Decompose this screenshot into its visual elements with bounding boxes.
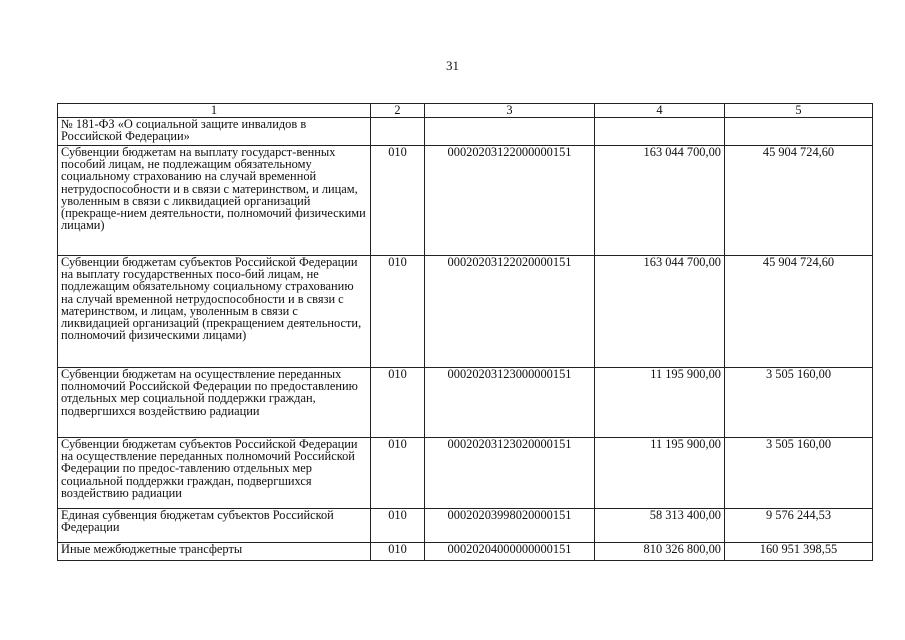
table-row	[58, 438, 873, 509]
row-executed	[725, 118, 873, 146]
row-kbk: 00020203123020000151	[425, 438, 595, 509]
table-row	[58, 256, 873, 368]
row-kbk: 00020203122020000151	[425, 256, 595, 368]
row-approved: 58 313 400,00	[595, 509, 725, 543]
row-kbk	[425, 118, 595, 146]
header-col-1: 1	[58, 104, 371, 118]
table-row	[58, 146, 873, 256]
row-name: Единая субвенция бюджетам субъектов Российской Федерации	[58, 509, 371, 543]
header-col-3: 3	[425, 104, 595, 118]
row-line-code: 010	[371, 368, 425, 438]
header-col-5: 5	[725, 104, 873, 118]
header-col-4: 4	[595, 104, 725, 118]
row-approved: 810 326 800,00	[595, 543, 725, 561]
row-executed: 3 505 160,00	[725, 368, 873, 438]
row-line-code	[371, 118, 425, 146]
budget-table	[57, 103, 873, 561]
row-line-code: 010	[371, 256, 425, 368]
row-executed: 9 576 244,53	[725, 509, 873, 543]
row-name: № 181-ФЗ «О социальной защите инвалидов в Российской Федерации»	[58, 118, 371, 146]
row-kbk: 00020203122000000151	[425, 146, 595, 256]
row-line-code: 010	[371, 438, 425, 509]
row-executed: 160 951 398,55	[725, 543, 873, 561]
row-name: Субвенции бюджетам субъектов Российской Федерации на осуществление переданных полномочий Российской Федерации по предос-тавлению отдельных мер социальной поддержки граждан, подвергшихся воздействию радиации	[58, 438, 371, 509]
table-row	[58, 543, 873, 561]
row-kbk: 00020203998020000151	[425, 509, 595, 543]
row-executed: 45 904 724,60	[725, 256, 873, 368]
row-line-code: 010	[371, 509, 425, 543]
row-name: Субвенции бюджетам субъектов Российской Федерации на выплату государственных посо-бий лицам, не подлежащим обязательному социальному страхованию на случай временной нетрудоспособности и в связи с материнством, и лицам, уволенным в связи с ликвидацией организаций (прекращением деятельности, полномочий физическими лицами)	[58, 256, 371, 368]
table-row	[58, 118, 873, 146]
row-approved: 163 044 700,00	[595, 146, 725, 256]
header-col-2: 2	[371, 104, 425, 118]
table-row	[58, 509, 873, 543]
row-approved: 163 044 700,00	[595, 256, 725, 368]
row-approved: 11 195 900,00	[595, 438, 725, 509]
row-line-code: 010	[371, 543, 425, 561]
table-row	[58, 368, 873, 438]
row-name: Субвенции бюджетам на выплату государст-венных пособий лицам, не подлежащим обязательному социальному страхованию на случай временной нетрудоспособности и в связи с материнством, и лицам, уволенным в связи с ликвидацией организаций (прекраще-нием деятельности, полномочий физическими лицами)	[58, 146, 371, 256]
header-row	[58, 104, 873, 118]
row-kbk: 00020203123000000151	[425, 368, 595, 438]
row-executed: 45 904 724,60	[725, 146, 873, 256]
row-name: Иные межбюджетные трансферты	[58, 543, 371, 561]
row-executed: 3 505 160,00	[725, 438, 873, 509]
row-approved: 11 195 900,00	[595, 368, 725, 438]
page-number: 31	[446, 58, 459, 73]
row-name: Субвенции бюджетам на осуществление переданных полномочий Российской Федерации по предоставлению отдельных мер социальной поддержки граждан, подвергшихся воздействию радиации	[58, 368, 371, 438]
row-approved	[595, 118, 725, 146]
row-line-code: 010	[371, 146, 425, 256]
row-kbk: 00020204000000000151	[425, 543, 595, 561]
